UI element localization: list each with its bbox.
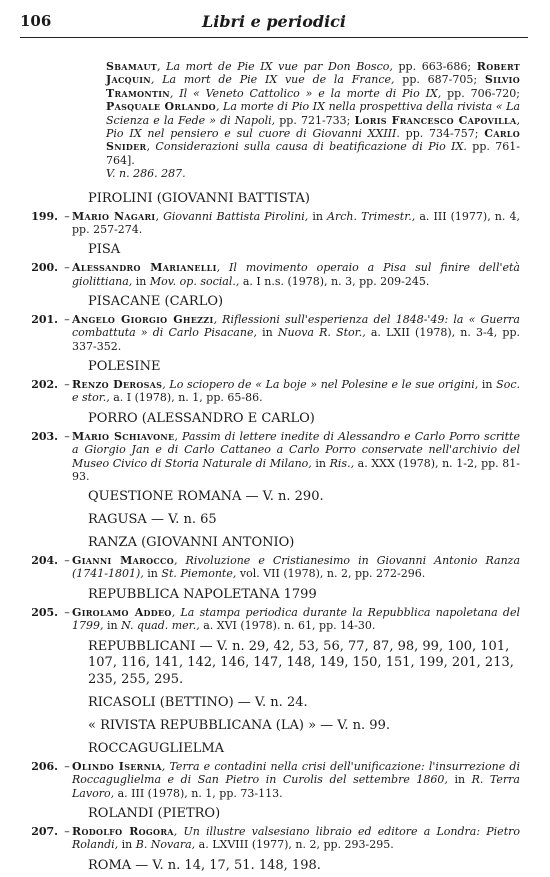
bibliography-entry: [20, 313, 520, 353]
section-list: [20, 191, 520, 875]
page-number: 106: [20, 12, 52, 30]
bibliography-entry: [20, 606, 520, 633]
section-heading: « RIVISTA REPUBBLICANA (LA) » — V. n. 99.: [88, 718, 390, 734]
continued-entry-text: [106, 60, 520, 167]
entry-number: 202.: [31, 378, 58, 392]
section-heading: RANZA (GIOVANNI ANTONIO): [88, 535, 295, 551]
entry-title: , Passim di lettere inedite di Alessandro e Carlo Porro scritte a Giorgio Jan e di Carlo Cattaneo a Carlo Porro conservate nell'archivio del Museo Civico di Storia Naturale di Milano,: [72, 429, 520, 470]
citation-title: , La morte di Pio IX nella prospettiva della rivista « La Scienza e la Fede » di Napoli,: [106, 100, 521, 127]
section-heading: RICASOLI (BETTINO) — V. n. 24.: [88, 695, 308, 711]
entry-text: [72, 825, 520, 852]
bibliography-entry: [20, 261, 520, 288]
entry-in: in: [118, 838, 136, 852]
section-heading: ROLANDI (PIETRO): [88, 806, 221, 822]
entry-in: in: [308, 209, 328, 223]
entry-number: 200.: [31, 261, 58, 275]
bibliography-entry: [20, 760, 520, 800]
citation-pages: pp. 706-720;: [441, 86, 520, 100]
entry-number: 204.: [31, 554, 58, 568]
entry-dash: –: [64, 429, 70, 443]
section-heading: PISA: [88, 242, 121, 258]
entry-title: , Terra e contadini nella crisi dell'unificazione: l'insurrezione di Roccaguglielma e di San Pietro in Curolis del settembre 1860,: [72, 759, 520, 787]
entry-title: , Rivoluzione e Cristianesimo in Giovanni Antonio Ranza (1741-1801),: [72, 554, 521, 581]
entry-in: in: [143, 567, 162, 581]
entry-author: Mario Schiavone: [72, 429, 175, 443]
entry-details: a. XXX (1978), n. 1-2, pp. 81-93.: [72, 456, 520, 483]
entry-details: a. III (1978), n. 1, pp. 73-113.: [114, 786, 283, 800]
entry-number: 206.: [31, 759, 58, 773]
entry-author: Girolamo Addeo: [72, 605, 172, 619]
entry-title: , Giovanni Battista Pirolini,: [155, 209, 309, 223]
entry-journal: Arch. Trimestr.,: [327, 209, 416, 223]
citation-author: Pasquale Orlando: [106, 100, 216, 114]
entry-text: [72, 261, 520, 288]
section-heading: RAGUSA — V. n. 65: [88, 512, 217, 528]
entry-journal: Ris.,: [329, 456, 355, 470]
bibliography-body: [20, 60, 520, 877]
citation-pages: pp. 687-705;: [394, 73, 485, 87]
entry-dash: –: [64, 209, 70, 223]
entry-text: [72, 378, 520, 405]
entry-journal: B. Novara,: [135, 838, 196, 852]
entry-title: , Un illustre valsesiano libraio ed editore a Londra: Pietro Rolandi,: [72, 825, 520, 852]
entry-title: , Il movimento operaio a Pisa sul finire dell'età giolittiana,: [72, 261, 520, 288]
entry-in: in: [311, 456, 330, 470]
entry-author: Gianni Marocco: [72, 554, 174, 568]
section-heading: PIROLINI (GIOVANNI BATTISTA): [88, 190, 310, 206]
entry-journal: N. quad. mer.,: [121, 619, 200, 633]
entry-author: Rodolfo Rogora: [72, 825, 174, 839]
running-title: Libri e periodici: [202, 12, 346, 31]
citation-title: , Pio IX nel pensiero e sul cuore di Giovanni XXIII.: [106, 113, 520, 141]
entry-title: , La stampa periodica durante la Repubblica napoletana del 1799,: [72, 605, 520, 633]
entry-text: [72, 760, 520, 800]
section-heading: ROMA — V. n. 14, 17, 51. 148, 198.: [88, 857, 321, 873]
section-heading: REPUBBLICA NAPOLETANA 1799: [88, 586, 317, 602]
citation-title: , Il « Veneto Cattolico » e la morte di Pio IX,: [169, 86, 442, 100]
entry-journal: Soc. e stor.,: [72, 378, 520, 405]
citation-pages: pp. 734-757;: [399, 127, 485, 141]
entry-details: vol. VII (1978), n. 2, pp. 272-296.: [236, 567, 426, 581]
entry-text: [72, 313, 520, 353]
running-header: [20, 12, 528, 38]
entry-author: Alessandro Marianelli: [72, 261, 217, 275]
entry-details: a. LXVIII (1977), n. 2, pp. 293-295.: [195, 838, 394, 852]
citation-pages: pp. 721-733;: [275, 113, 355, 127]
citation-pages: pp. 761-764].: [106, 140, 520, 167]
cross-reference: V. n. 286. 287.: [106, 167, 186, 181]
entry-text: [72, 210, 520, 237]
entry-journal: Mov. op. social.,: [149, 274, 240, 288]
section-heading: QUESTIONE ROMANA — V. n. 290.: [88, 489, 324, 505]
entry-in: in: [132, 274, 150, 288]
entry-details: a. LXII (1978), n. 3-4, pp. 337-352.: [72, 326, 520, 353]
entry-number: 201.: [31, 312, 58, 326]
entry-dash: –: [64, 554, 70, 568]
section-heading: POLESINE: [88, 359, 161, 375]
entry-dash: –: [64, 605, 70, 619]
bibliography-entry: [20, 554, 520, 581]
entry-journal: Nuova R. Stor.,: [277, 326, 366, 340]
entry-journal: R. Terra Lavoro,: [72, 773, 520, 800]
citation-author: Sbamaut: [106, 60, 158, 73]
section-heading: PORRO (ALESSANDRO E CARLO): [88, 410, 315, 426]
entry-dash: –: [64, 378, 70, 392]
citation-title: , La mort de Pie IX vue par Don Bosco,: [157, 60, 393, 73]
entry-text: [72, 554, 520, 581]
entry-number: 207.: [31, 825, 58, 839]
entry-dash: –: [64, 261, 70, 275]
entry-dash: –: [64, 825, 70, 839]
entry-dash: –: [64, 312, 70, 326]
entry-details: a. XVI (1978). n. 61, pp. 14-30.: [199, 619, 376, 633]
section-heading: REPUBBLICANI — V. n. 29, 42, 53, 56, 77, 87, 98, 99, 100, 101, 107, 116, 141, 142, 146, 147, 148, 149, 150, 151, 199, 201, 213, 235, 255, 295.: [88, 638, 514, 688]
entry-in: in: [478, 378, 497, 392]
bibliography-entry: [20, 378, 520, 405]
entry-number: 199.: [31, 209, 58, 223]
section-heading: ROCCAGUGLIELMA: [88, 741, 225, 757]
entry-in: in: [103, 619, 122, 633]
entry-author: Olindo Isernia: [72, 759, 162, 773]
entry-details: a. III (1977), n. 4, pp. 257-274.: [72, 209, 520, 236]
entry-title: , Riflessioni sull'esperienza del 1848-'49: la « Guerra combattuta » di Carlo Pisacane,: [72, 312, 520, 340]
citation-author: Loris Francesco Capovilla: [354, 113, 517, 127]
entry-title: , Lo sciopero de « La boje » nel Polesine e le sue origini,: [162, 378, 479, 392]
bibliography-entry: [20, 825, 520, 852]
entry-author: Mario Nagari: [72, 209, 156, 223]
section-heading: PISACANE (CARLO): [88, 294, 224, 310]
citation-title: , Considerazioni sulla causa di beatificazione di Pio IX.: [146, 140, 467, 154]
citation-title: , La mort de Pie IX vue de la France,: [150, 73, 395, 87]
entry-details: a. I (1978), n. 1, pp. 65-86.: [109, 391, 263, 405]
header-rule: [20, 37, 528, 38]
entry-number: 203.: [31, 429, 58, 443]
citation-author: Silvio Tramontin: [106, 73, 520, 100]
bibliography-entry: [20, 430, 520, 484]
entry-text: [72, 430, 520, 484]
entry-in: in: [256, 326, 278, 340]
citation-author: Carlo Snider: [106, 127, 521, 154]
entry-text: [72, 606, 520, 633]
entry-journal: St. Piemonte,: [161, 567, 237, 581]
entry-dash: –: [64, 759, 70, 773]
entry-number: 205.: [31, 605, 58, 619]
citation-pages: pp. 663-686;: [392, 60, 477, 73]
entry-author: Renzo Derosas: [72, 378, 163, 392]
entry-author: Angelo Giorgio Ghezzi: [72, 312, 214, 326]
citation-author: Robert Jacquin: [106, 60, 521, 87]
bibliography-entry: [20, 210, 520, 237]
entry-in: in: [447, 773, 472, 787]
continued-entry: [20, 60, 520, 181]
entry-details: a. I n.s. (1978), n. 3, pp. 209-245.: [239, 274, 430, 288]
